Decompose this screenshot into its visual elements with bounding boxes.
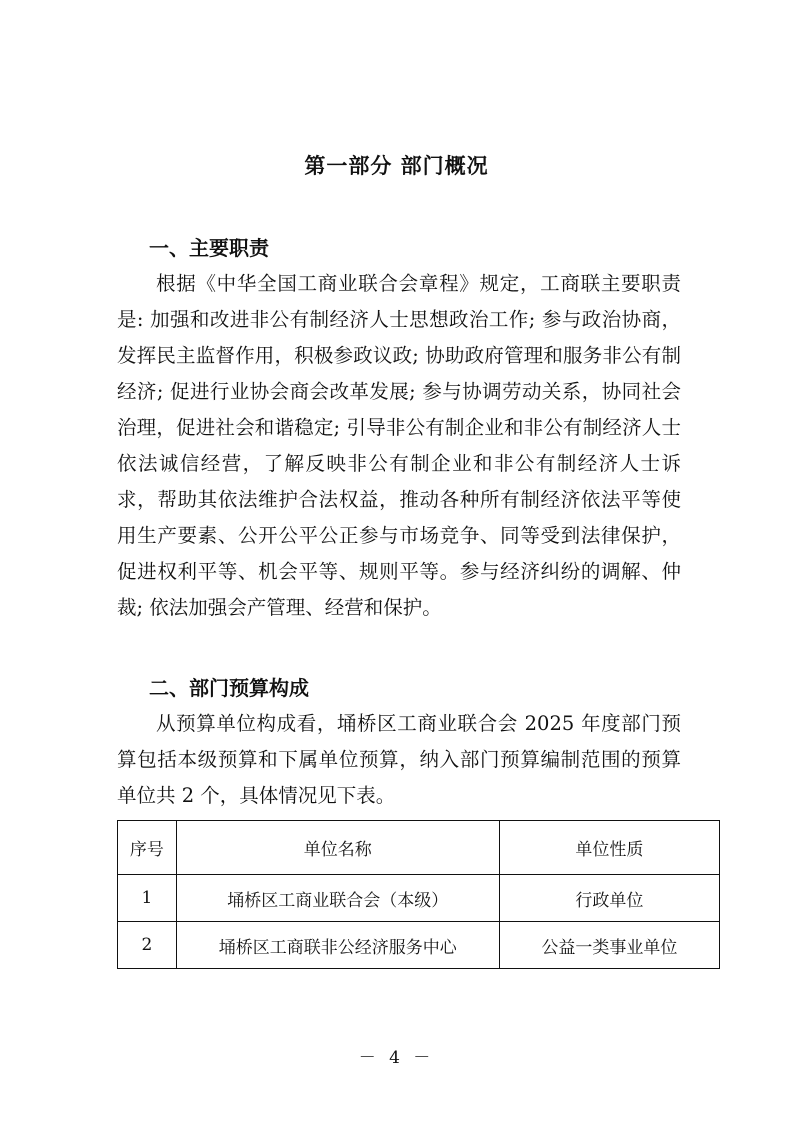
section-heading-budget-composition: 二、部门预算构成 bbox=[149, 676, 309, 700]
section-heading-responsibilities: 一、主要职责 bbox=[149, 236, 269, 260]
cell-unit-type: 公益一类事业单位 bbox=[499, 922, 719, 969]
header-seq: 序号 bbox=[118, 821, 177, 875]
cell-seq: 2 bbox=[118, 922, 177, 969]
table-header-row bbox=[118, 821, 720, 875]
responsibilities-paragraph: 根据《中华全国工商业联合会章程》规定，工商联主要职责是: 加强和改进非公有制经济人士思想政治工作; 参与政治协商，发挥民主监督作用，积极参政议政; 协助政府管理和服务非公有制经济; 促进行业协会商会改革发展; 参与协调劳动关系，协同社会治理，促进社会和谐稳定; 引导非公有制企业和非公有制经济人士依法诚信经营，了解反映非公有制企业和非公有制经济人士诉求，帮助其依法维护合法权益，推动各种所有制经济依法平等使用生产要素、公开公平公正参与市场竞争、同等受到法律保护，促进权利平等、机会平等、规则平等。参与经济纠纷的调解、仲裁; 依法加强会产管理、经营和保护。 bbox=[117, 272, 681, 619]
page-number: － 4 － bbox=[358, 1048, 435, 1068]
cell-unit-type: 行政单位 bbox=[499, 875, 719, 922]
cell-seq: 1 bbox=[118, 875, 177, 922]
cell-unit-name: 埇桥区工商联非公经济服务中心 bbox=[176, 922, 499, 969]
page-title: 第一部分 部门概况 bbox=[304, 154, 489, 178]
budget-units-table bbox=[117, 820, 720, 969]
cell-unit-name: 埇桥区工商业联合会（本级） bbox=[176, 875, 499, 922]
header-unit-type: 单位性质 bbox=[499, 821, 719, 875]
header-unit-name: 单位名称 bbox=[176, 821, 499, 875]
table-row bbox=[118, 922, 720, 969]
table-row bbox=[118, 875, 720, 922]
budget-composition-paragraph: 从预算单位构成看，埇桥区工商业联合会 2025 年度部门预算包括本级预算和下属单位预算，纳入部门预算编制范围的预算单位共 2 个，具体情况见下表。 bbox=[117, 712, 681, 807]
